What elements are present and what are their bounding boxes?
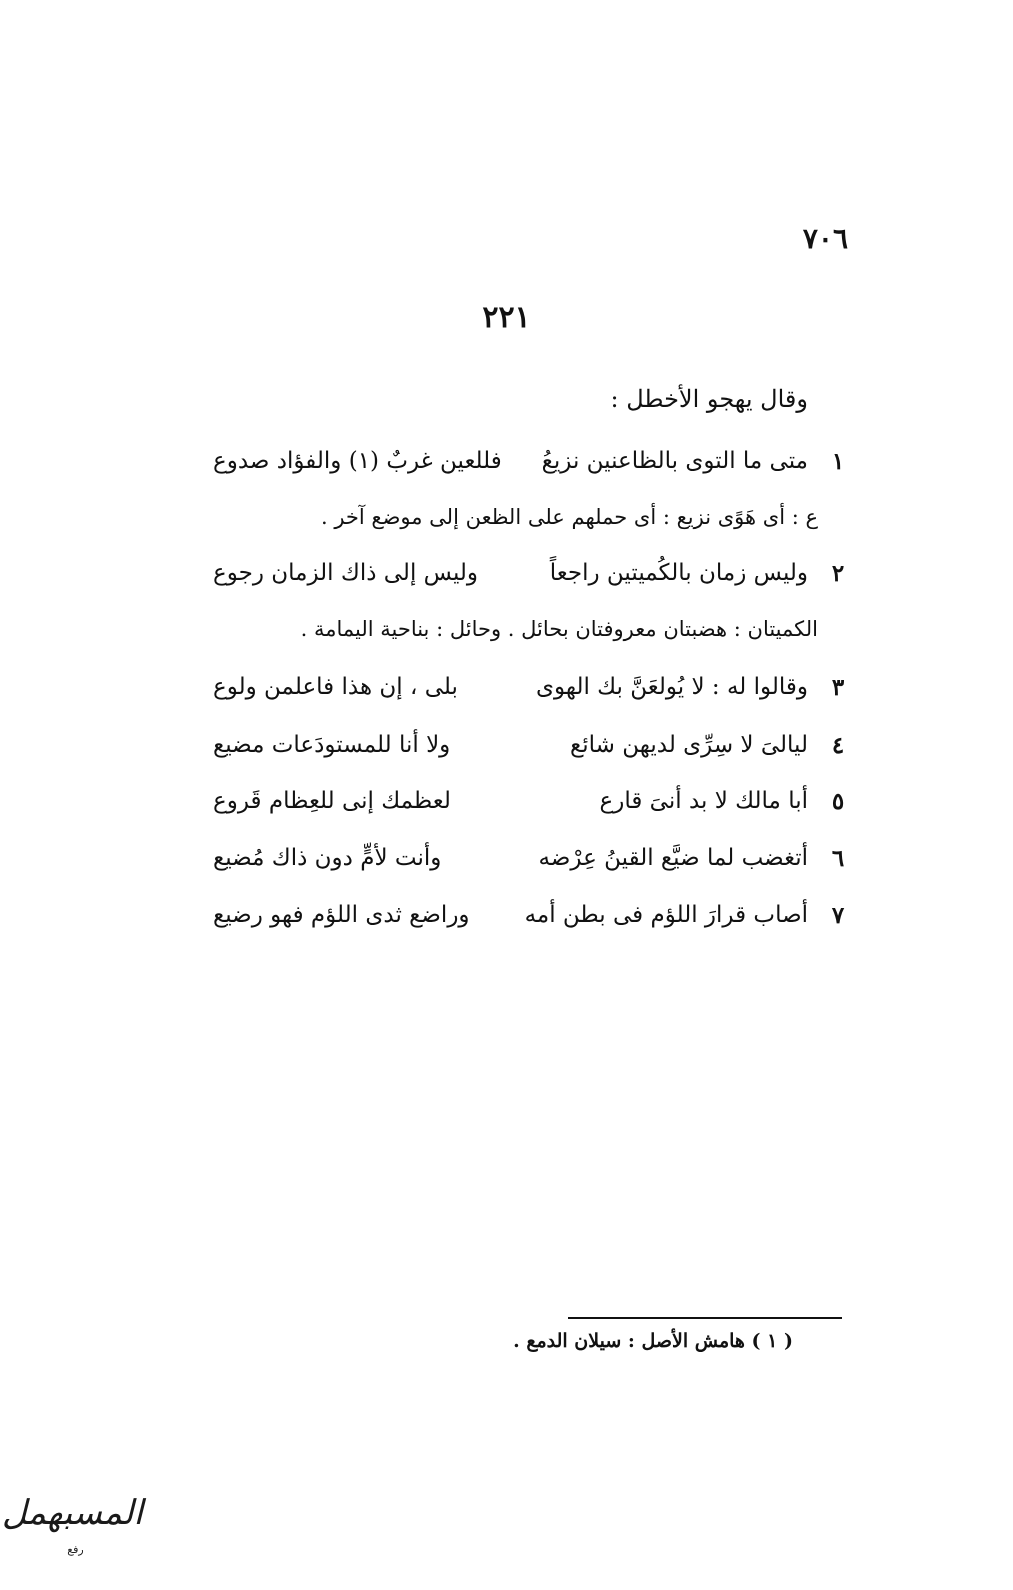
verse-first-hemistich: ليالىَ لا سِرِّى لديهن شائع — [570, 732, 808, 758]
verse-second-hemistich: فللعين غربٌ (١) والفؤاد صدوع — [213, 448, 502, 474]
verse-second-hemistich: وأنت لأمٍّ دون ذاك مُضيع — [213, 845, 442, 871]
verse-number: ١ — [831, 448, 845, 475]
verse-line — [213, 560, 853, 600]
verse-line — [213, 902, 853, 942]
verse-first-hemistich: متى ما التوى بالظاعنين نزيعُ — [541, 448, 808, 474]
verse-first-hemistich: أتغضب لما ضيَّع القينُ عِرْضه — [538, 845, 808, 871]
verse-second-hemistich: ولا أنا للمستودَعات مضيع — [213, 732, 451, 758]
verse-first-hemistich: وليس زمان بالكُميتين راجعاً — [549, 560, 808, 586]
verse-line — [213, 674, 853, 714]
verse-second-hemistich: بلى ، إن هذا فاعلمن ولوع — [213, 674, 458, 700]
footnote-divider — [568, 1317, 842, 1319]
verse-second-hemistich: وراضع ثدى اللؤم فهو رضيع — [213, 902, 470, 928]
verse-number: ٣ — [831, 674, 845, 701]
verse-second-hemistich: لعظمك إنى للعِظام قَروع — [213, 788, 451, 814]
verse-first-hemistich: أبا مالك لا بد أنىَ قارع — [599, 788, 808, 814]
verse-gloss: ع : أى هَوًى نزيع : أى حملهم على الظعن إلى موضع آخر . — [320, 505, 818, 529]
verse-line — [213, 845, 853, 885]
seal-calligraphy: المسبهمل — [1, 1493, 143, 1533]
poem-number: ٢٢١ — [482, 300, 531, 335]
verse-number: ٥ — [831, 788, 845, 815]
verse-line — [213, 788, 853, 828]
verse-gloss: الكميتان : هضبتان معروفتان بحائل . وحائل : بناحية اليمامة . — [300, 617, 818, 641]
verse-number: ٦ — [831, 845, 845, 872]
verse-line — [213, 448, 853, 488]
verse-number: ٧ — [831, 902, 845, 929]
seal-caption: رفع — [67, 1543, 84, 1556]
library-seal-logo — [1, 1475, 143, 1575]
verse-number: ٢ — [831, 560, 845, 587]
verse-second-hemistich: وليس إلى ذاك الزمان رجوع — [213, 560, 479, 586]
poem-intro: وقال يهجو الأخطل : — [610, 385, 808, 413]
verse-first-hemistich: أصاب قرارَ اللؤم فى بطن أمه — [524, 902, 808, 928]
verse-line — [213, 732, 853, 772]
footnote: ( ١ ) هامش الأصل : سيلان الدمع . — [513, 1330, 793, 1352]
verse-number: ٤ — [831, 732, 845, 759]
verse-first-hemistich: وقالوا له : لا يُولعَنَّ بك الهوى — [535, 674, 808, 700]
page-number: ٧٠٦ — [802, 222, 848, 255]
